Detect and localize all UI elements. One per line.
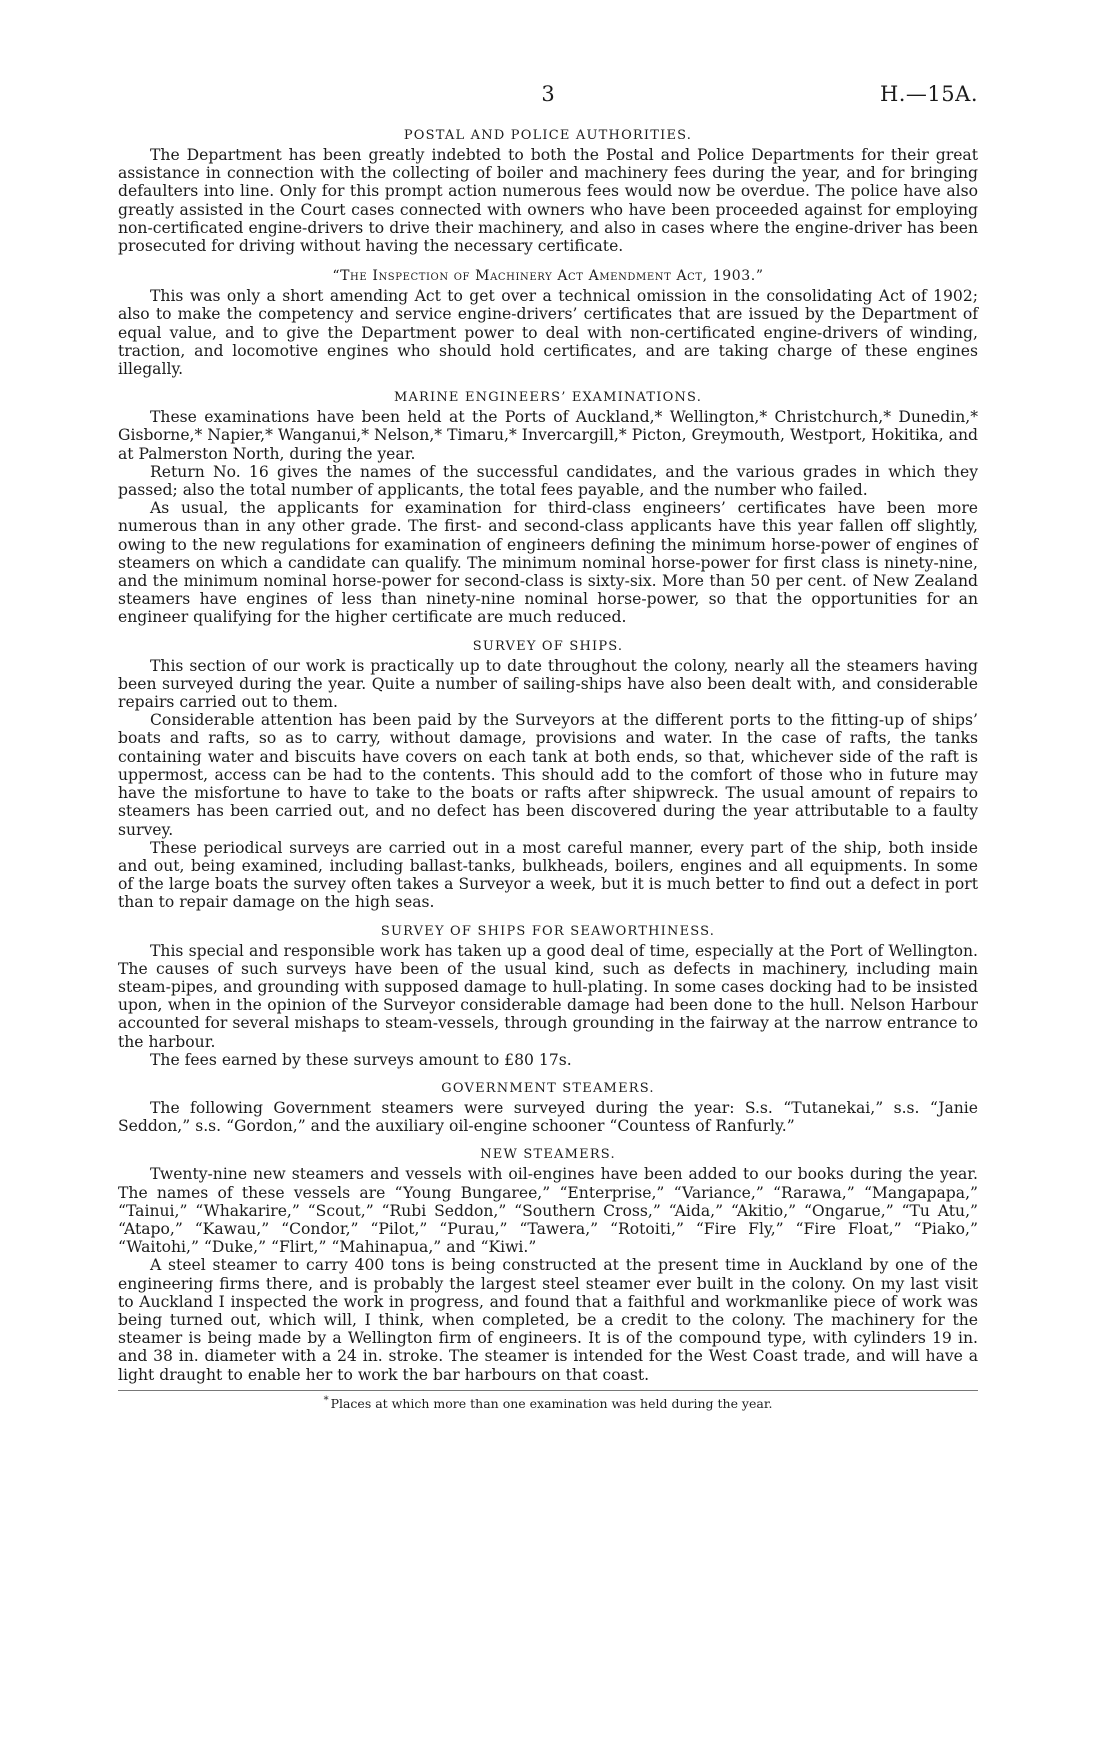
- page-header: [118, 80, 978, 116]
- footnote-rule: [118, 1390, 978, 1391]
- document-reference: H.—15A.: [879, 82, 978, 106]
- paragraph: These examinations have been held at the Ports of Auckland,* Wellington,* Christchurch,* Dunedin,* Gisborne,* Napier,* Wanganui,* Nelson,* Timaru,* Invercargill,* Picton, Greymouth, Westport, Hokitika, and at Palmerston North, during the year.: [118, 408, 978, 463]
- section-heading: SURVEY OF SHIPS FOR SEAWORTHINESS.: [380, 923, 716, 939]
- footnote-marker: *: [323, 1394, 329, 1406]
- paragraph: Considerable attention has been paid by the Surveyors at the different ports to the fitting-up of ships’ boats and rafts, so as to carry, without damage, provisions and water. In the case of rafts, the tanks containing water and biscuits have covers on each tank at both ends, so that, whichever side of the raft is uppermost, access can be had to the contents. This should add to the comfort of those who in future may have the misfortune to have to take to the boats or rafts after shipwreck. The usual amount of repairs to steamers has been carried out, and no defect has been discovered during the year attributable to a faulty survey.: [118, 711, 978, 839]
- document-page: [118, 80, 978, 1411]
- section-heading: POSTAL AND POLICE AUTHORITIES.: [403, 128, 693, 143]
- section-postal-police: [118, 126, 978, 255]
- section-machinery-act: [118, 267, 978, 378]
- section-heading: “The Inspection of Machinery Act Amendment Act, 1903.”: [332, 268, 764, 285]
- section-new-steamers: [118, 1145, 978, 1383]
- paragraph: As usual, the applicants for examination for third-class engineers’ certificates have been more numerous than in any other grade. The first- and second-class applicants have this year fallen off slightly, owing to the new regulations for examination of engineers defining the minimum horse-power of engines of steamers on which a candidate can qualify. The minimum nominal horse-power for first class is ninety-nine, and the minimum nominal horse-power for second-class is sixty-six. More than 50 per cent. of New Zealand steamers have engines of less than ninety-nine nominal horse-power, so that the opportunities for an engineer qualifying for the higher certificate are much reduced.: [118, 499, 978, 627]
- section-government-steamers: [118, 1079, 978, 1135]
- paragraph: This section of our work is practically up to date throughout the colony, nearly all the steamers having been surveyed during the year. Quite a number of sailing-ships have also been dealt with, and considerable repairs carried out to them.: [118, 656, 978, 712]
- paragraph: A steel steamer to carry 400 tons is being constructed at the present time in Auckland by one of the engineering firms there, and is probably the largest steel steamer ever built in the colony. On my last visit to Auckland I inspected the work in progress, and found that a faithful and workmanlike piece of work was being turned out, which will, I think, when completed, be a credit to the colony. The machinery for the steamer is being made by a Wellington firm of engineers. It is of the compound type, with cylinders 19 in. and 38 in. diameter with a 24 in. stroke. The steamer is intended for the West Coast trade, and will have a light draught to enable her to work the bar harbours on that coast.: [118, 1256, 978, 1384]
- section-marine-engineers: [118, 388, 978, 626]
- footnote: [118, 1395, 978, 1411]
- paragraph: These periodical surveys are carried out in a most careful manner, every part of the ship, both inside and out, being examined, including ballast-tanks, bulkheads, boilers, engines and all equipments. In some of the large boats the survey often takes a Surveyor a week, but it is much better to find out a defect in port than to repair damage on the high seas.: [118, 838, 978, 912]
- section-heading: MARINE ENGINEERS’ EXAMINATIONS.: [393, 390, 703, 406]
- section-heading: GOVERNMENT STEAMERS.: [441, 1080, 655, 1096]
- paragraph: The fees earned by these surveys amount to £80 17s.: [150, 1050, 572, 1069]
- paragraph: This was only a short amending Act to get over a technical omission in the consolidating Act of 1902; also to make the competency and service engine-drivers’ certificates that are issued by the Department of equal value, and to give the Department power to deal with non-certificated engine-drivers of winding, traction, and locomotive engines who should hold certificates, and are taking charge of these engines illegally.: [118, 287, 978, 379]
- paragraph: Return No. 16 gives the names of the successful candidates, and the various grades in which they passed; also the total number of applicants, the total fees payable, and the number who failed.: [118, 462, 978, 500]
- section-heading: NEW STEAMERS.: [480, 1147, 616, 1163]
- paragraph: The following Government steamers were surveyed during the year: S.s. “Tutanekai,” s.s. “Janie Seddon,” s.s. “Gordon,” and the auxiliary oil-engine schooner “Countess of Ranfurly.”: [118, 1098, 978, 1136]
- section-seaworthiness: [118, 922, 978, 1069]
- section-heading: SURVEY OF SHIPS.: [472, 638, 624, 654]
- paragraph: The Department has been greatly indebted to both the Postal and Police Departments for their great assistance in connection with the collecting of boiler and machinery fees during the year, and for bringing defaulters into line. Only for this prompt action numerous fees would now be overdue. The police have also greatly assisted in the Court cases connected with owners who have been proceeded against for employing non-certificated engine-drivers to drive their machinery, and also in cases where the engine-driver has been prosecuted for driving without having the necessary certificate.: [118, 146, 978, 256]
- footnote-text: Places at which more than one examination was held during the year.: [330, 1395, 773, 1411]
- paragraph: Twenty-nine new steamers and vessels with oil-engines have been added to our books during the year. The names of these vessels are “Young Bungaree,” “Enterprise,” “Variance,” “Rarawa,” “Mangapapa,” “Tainui,” “Whakarire,” “Scout,” “Rubi Seddon,” “Southern Cross,” “Aida,” “Akitio,” “Ongarue,” “Tu Atu,” “Atapo,” “Kawau,” “Condor,” “Pilot,” “Purau,” “Tawera,” “Rotoiti,” “Fire Fly,” “Fire Float,” “Piako,” “Waitohi,” “Duke,” “Flirt,” “Mahinapua,” and “Kiwi.”: [118, 1165, 978, 1257]
- section-survey-of-ships: [118, 637, 978, 912]
- page-number: 3: [541, 82, 555, 106]
- paragraph: This special and responsible work has taken up a good deal of time, especially at the Port of Wellington. The causes of such surveys have been of the usual kind, such as defects in machinery, including main steam-pipes, and grounding with supposed damage to hull-plating. In some cases docking had to be insisted upon, when in the opinion of the Surveyor considerable damage had been done to the hull. Nelson Harbour accounted for several mishaps to steam-vessels, through grounding in the fairway at the narrow entrance to the harbour.: [118, 941, 978, 1051]
